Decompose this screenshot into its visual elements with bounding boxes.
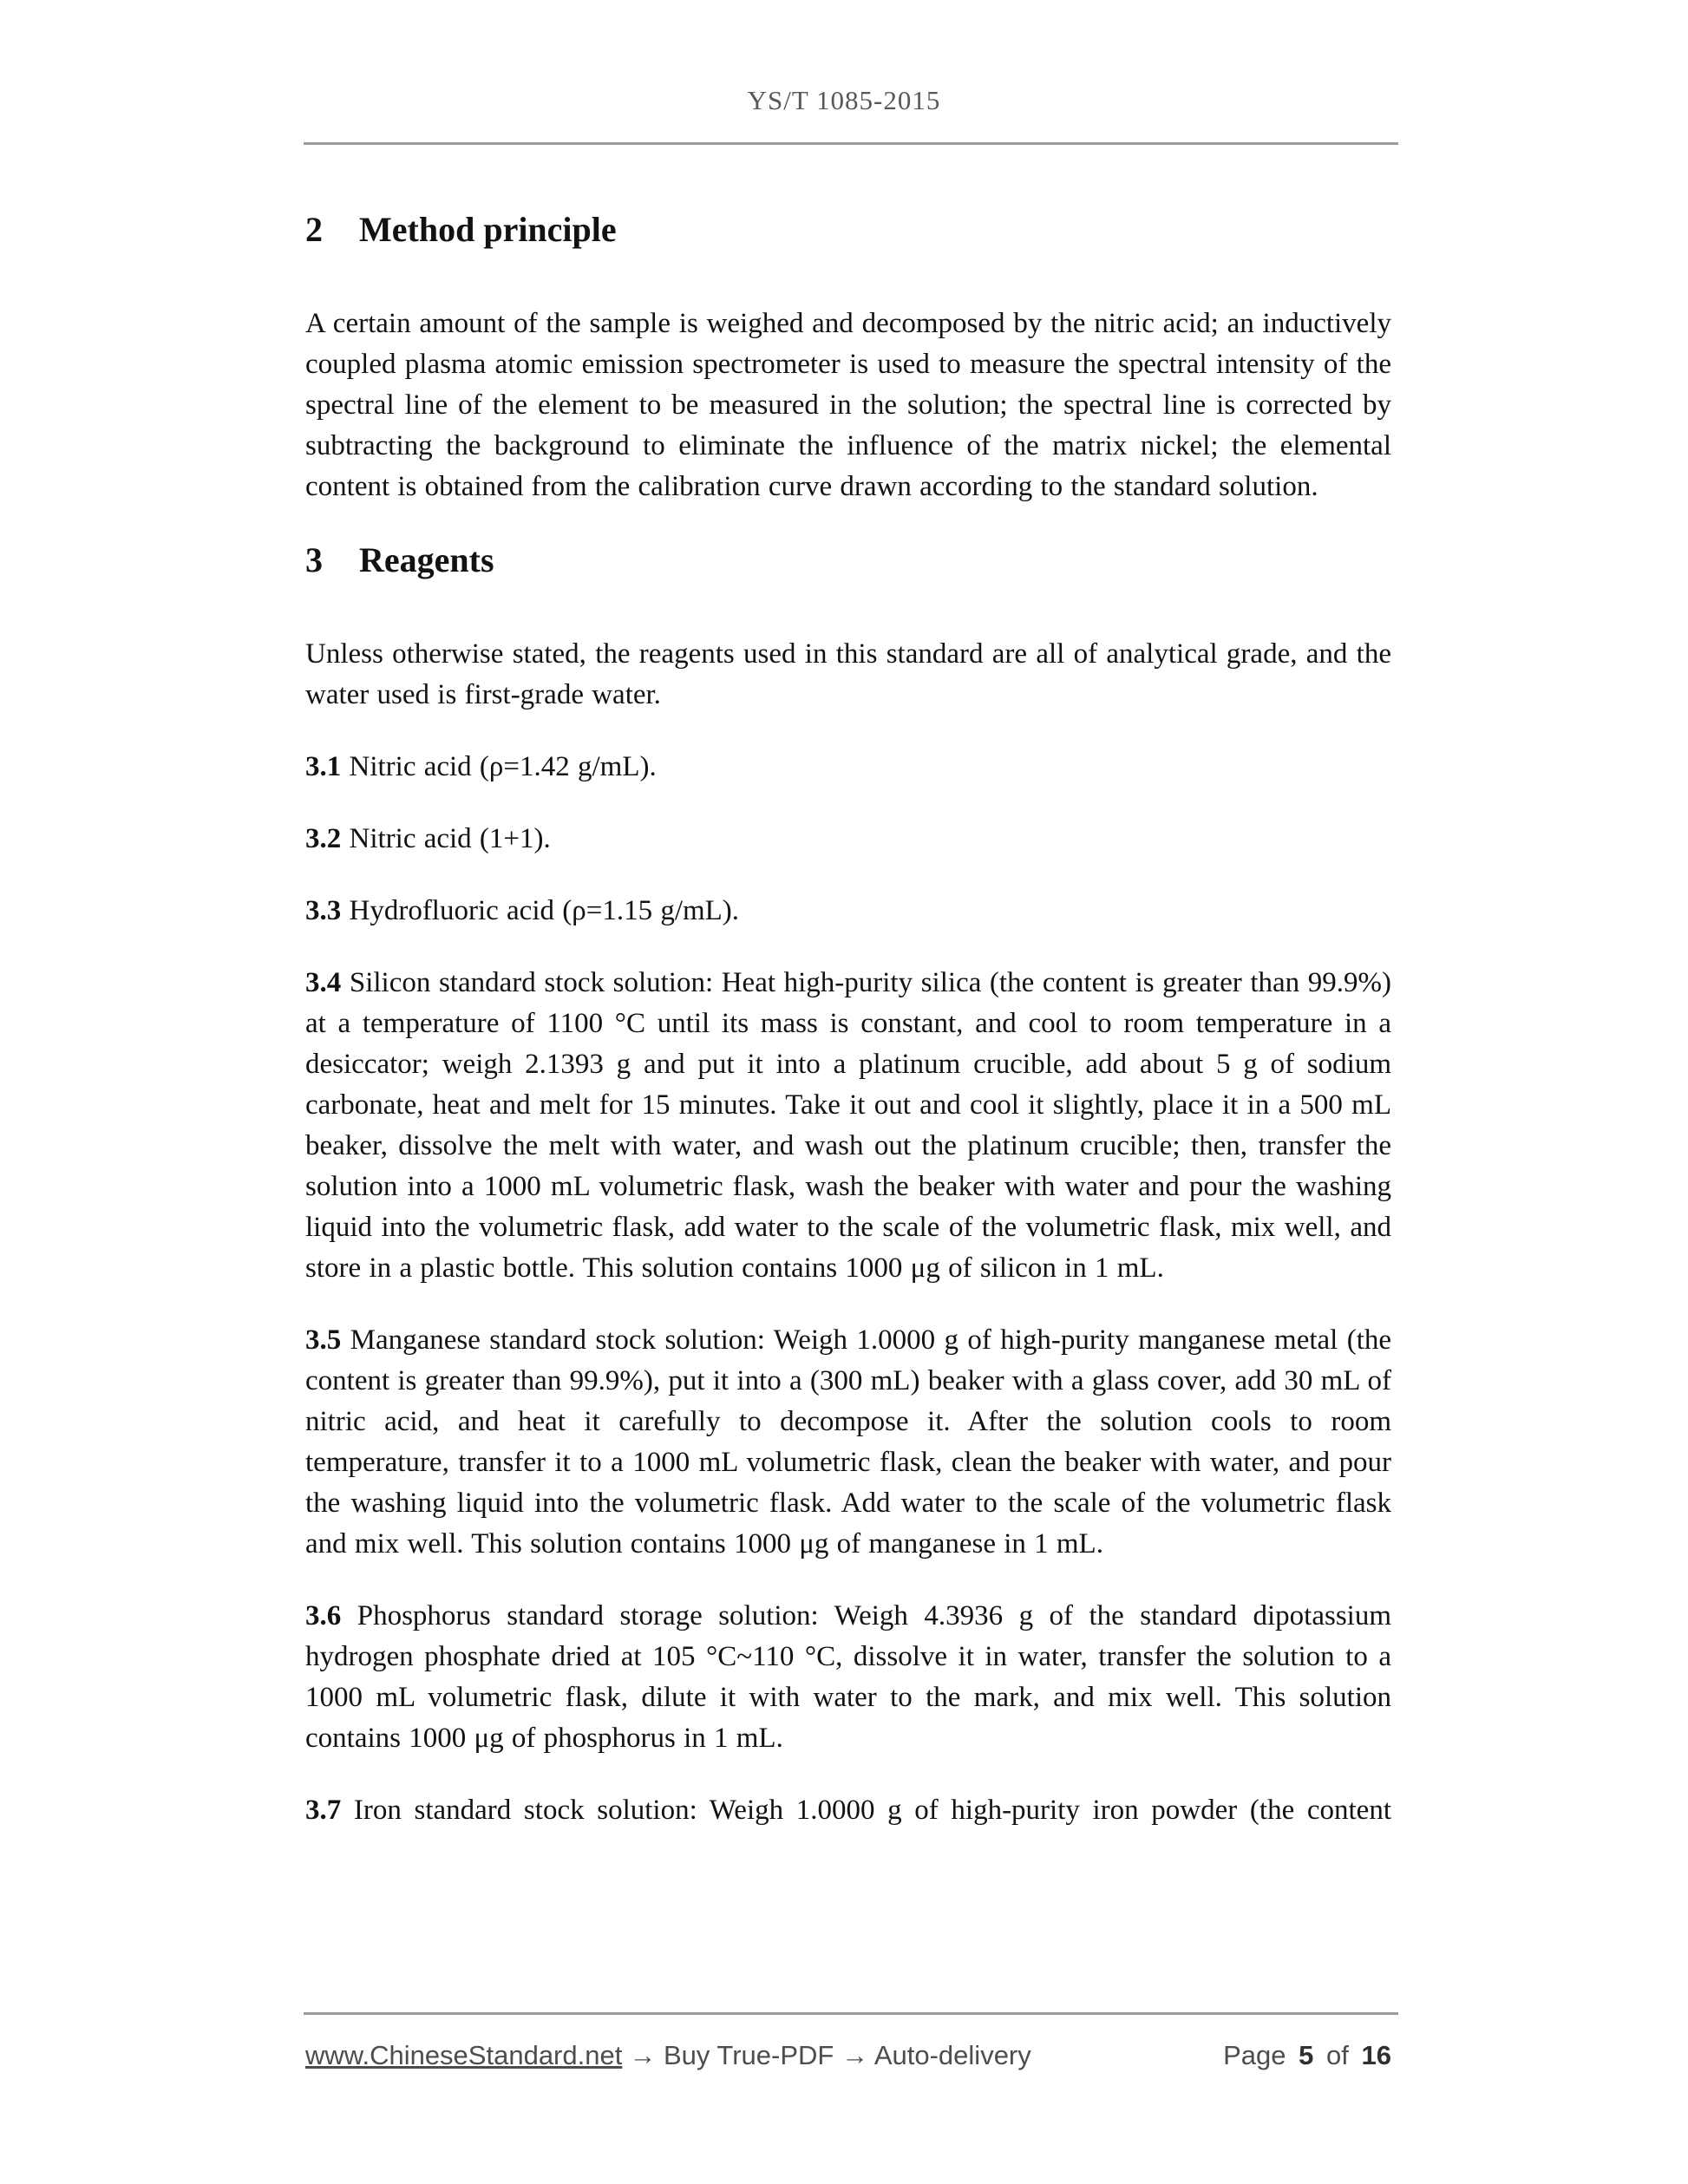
paragraph-method-principle (305, 304, 1391, 507)
clause-number: 3.4 (305, 967, 342, 998)
paragraph-3-2 (305, 819, 1391, 860)
footer-divider (304, 2012, 1398, 2015)
paragraph-3-3 (305, 891, 1391, 932)
clause-number: 3.3 (305, 895, 342, 926)
paragraph-3-4 (305, 963, 1391, 1289)
header-divider (304, 142, 1398, 145)
page-total: 16 (1361, 2040, 1391, 2070)
clause-text: Nitric acid (1+1). (349, 823, 551, 854)
section-3-number: 3 (305, 540, 323, 579)
section-3-title: Reagents (359, 540, 494, 579)
paragraph-reagents-intro (305, 634, 1391, 716)
website-link[interactable]: www.ChineseStandard.net (305, 2040, 623, 2070)
page-label: Page (1223, 2040, 1286, 2070)
doc-number: YS/T 1085-2015 (747, 85, 941, 115)
paragraph-3-7 (305, 1790, 1391, 1831)
section-2-title: Method principle (359, 210, 617, 249)
footer-page-indicator (1223, 2040, 1391, 2071)
paragraph-3-6 (305, 1596, 1391, 1759)
paragraph-text: Unless otherwise stated, the reagents used in this standard are all of analytical grade, and the water used is first-grade water. (305, 638, 1391, 710)
clause-text: Iron standard stock solution: Weigh 1.0000 g of high-purity iron powder (the content (353, 1795, 1391, 1826)
clause-number: 3.6 (305, 1600, 342, 1631)
clause-number: 3.2 (305, 823, 342, 854)
paragraph-text: A certain amount of the sample is weighed and decomposed by the nitric acid; an inductively coupled plasma atomic emission spectrometer is used to measure the spectral intensity of the spectral line of the element to be measured in the solution; the spectral line is corrected by subtracting the background to eliminate the influence of the matrix nickel; the elemental content is obtained from the calibration curve drawn according to the standard solution. (305, 308, 1391, 502)
clause-number: 3.5 (305, 1324, 342, 1356)
page-footer (305, 2040, 1391, 2071)
page-current: 5 (1299, 2040, 1314, 2070)
document-content (305, 208, 1391, 1862)
of-label: of (1326, 2040, 1349, 2070)
clause-text: Silicon standard stock solution: Heat high-purity silica (the content is greater than 99.9%) at a temperature of 1100 °C until its mass is constant, and cool to room temperature in a desiccator; weigh 2.1393 g and put it into a platinum crucible, add about 5 g of sodium carbonate, heat and melt for 15 minutes. Take it out and cool it slightly, place it in a 500 mL beaker, dissolve the melt with water, and wash out the platinum crucible; then, transfer the solution into a 1000 mL volumetric flask, wash the beaker with water and pour the washing liquid into the volumetric flask, add water to the scale of the volumetric flask, mix well, and store in a plastic bottle. This solution contains 1000 μg of silicon in 1 mL. (305, 967, 1391, 1284)
clause-text: Manganese standard stock solution: Weigh 1.0000 g of high-purity manganese metal (the content is greater than 99.9%), put it into a (300 mL) beaker with a glass cover, add 30 mL of nitric acid, and heat it carefully to decompose it. After the solution cools to room temperature, transfer it to a 1000 mL volumetric flask, clean the beaker with water, and pour the washing liquid into the volumetric flask. Add water to the scale of the volumetric flask and mix well. This solution contains 1000 μg of manganese in 1 mL. (305, 1324, 1392, 1560)
paragraph-3-5 (305, 1320, 1391, 1565)
footer-delivery-text: → Buy True-PDF → Auto-delivery (629, 2040, 1031, 2070)
footer-left (305, 2040, 1031, 2071)
clause-text: Nitric acid (ρ=1.42 g/mL). (349, 751, 657, 782)
paragraph-3-1 (305, 747, 1391, 788)
section-2-number: 2 (305, 210, 323, 249)
clause-number: 3.7 (305, 1795, 342, 1826)
section-2-heading (305, 208, 1391, 252)
section-3-heading (305, 539, 1391, 582)
clause-number: 3.1 (305, 751, 342, 782)
clause-text: Hydrofluoric acid (ρ=1.15 g/mL). (349, 895, 740, 926)
page-header (0, 85, 1688, 116)
clause-text: Phosphorus standard storage solution: Weigh 4.3936 g of the standard dipotassium hydrogen phosphate dried at 105 °C~110 °C, dissolve it in water, transfer the solution to a 1000 mL volumetric flask, dilute it with water to the mark, and mix well. This solution contains 1000 μg of phosphorus in 1 mL. (305, 1600, 1392, 1754)
